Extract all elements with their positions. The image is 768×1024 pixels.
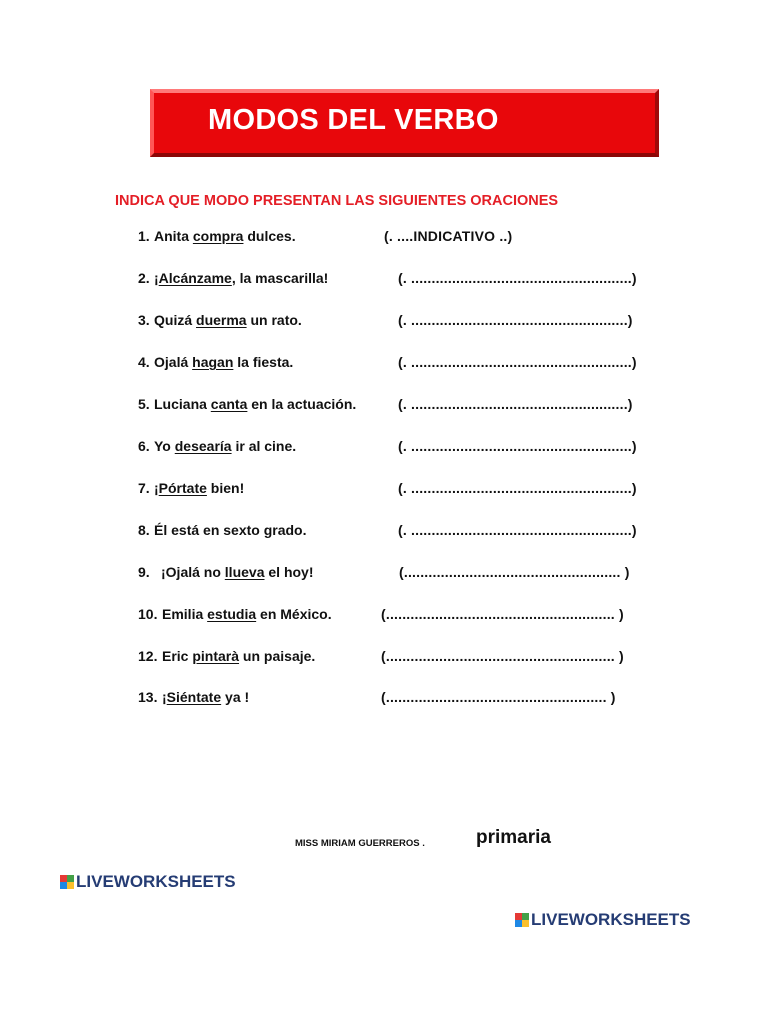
- sentence: [162, 689, 249, 705]
- list-item: [0, 354, 768, 376]
- instruction-text: INDICA QUE MODO PRESENTAN LAS SIGUIENTES ORACIONES: [115, 193, 559, 209]
- sentence: [154, 354, 293, 370]
- list-item: [0, 648, 768, 670]
- liveworksheets-logo-icon: [60, 875, 74, 889]
- sentence: [162, 648, 315, 664]
- sentence-text: en México.: [256, 606, 332, 622]
- sentence-text: Ojalá: [154, 354, 193, 370]
- list-item: [0, 312, 768, 334]
- sentence-text: ir al cine.: [231, 438, 297, 454]
- title-banner: [150, 89, 659, 157]
- answer-blank[interactable]: (..................................................... ): [399, 564, 630, 580]
- logo-text: LIVEWORKSHEETS: [531, 910, 691, 929]
- underlined-verb: Pórtate: [158, 480, 207, 496]
- underlined-verb: estudia: [207, 606, 257, 622]
- sentence-text: un paisaje.: [239, 648, 316, 664]
- sentence-text: Emilia: [162, 606, 208, 622]
- page-title: MODOS DEL VERBO: [208, 104, 499, 136]
- item-number: 13.: [138, 689, 158, 705]
- sentence: [154, 396, 356, 412]
- list-item: [0, 689, 768, 711]
- underlined-verb: hagan: [192, 354, 234, 370]
- answer-blank[interactable]: (........................................................ ): [381, 606, 624, 622]
- underlined-verb: pintarà: [192, 648, 240, 664]
- answer-blank[interactable]: (. .....................................................): [398, 312, 633, 328]
- list-item: [0, 564, 768, 586]
- item-number: 7.: [138, 480, 150, 496]
- sentence: [154, 228, 296, 244]
- answer-blank[interactable]: (. ......................................................): [398, 354, 637, 370]
- sentence-text: Quizá: [154, 312, 197, 328]
- sentence: [154, 480, 244, 496]
- item-number: 1.: [138, 228, 150, 244]
- author-signature: MISS MIRIAM GUERREROS .: [295, 838, 425, 849]
- list-item: [0, 606, 768, 628]
- answer-blank[interactable]: (. ......................................................): [398, 438, 637, 454]
- item-number: 5.: [138, 396, 150, 412]
- answer-blank[interactable]: (........................................................ ): [381, 648, 624, 664]
- sentence: [161, 564, 314, 580]
- item-number: 12.: [138, 648, 158, 664]
- list-item: [0, 396, 768, 418]
- answer-blank[interactable]: (. ......................................................): [398, 480, 637, 496]
- answer-blank[interactable]: (. ......................................................): [398, 522, 637, 538]
- underlined-verb: llueva: [224, 564, 265, 580]
- underlined-verb: duerma: [196, 312, 247, 328]
- sentence: [154, 522, 307, 538]
- grade-level: primaria: [476, 827, 551, 848]
- sentence-text: ¡Ojalá no: [161, 564, 225, 580]
- sentence-text: ya !: [221, 689, 250, 705]
- sentence-text: Yo: [154, 438, 175, 454]
- list-item: [0, 522, 768, 544]
- liveworksheets-logo-icon: [515, 913, 529, 927]
- list-item: [0, 438, 768, 460]
- item-number: 9.: [138, 564, 150, 580]
- sentence-text: ¡: [154, 480, 159, 496]
- item-number: 6.: [138, 438, 150, 454]
- sentence: [162, 606, 332, 622]
- underlined-verb: Siéntate: [166, 689, 222, 705]
- sentence-text: la fiesta.: [233, 354, 294, 370]
- item-number: 2.: [138, 270, 150, 286]
- item-number: 8.: [138, 522, 150, 538]
- underlined-verb: compra: [192, 228, 244, 244]
- liveworksheets-logo: [60, 872, 236, 892]
- list-item: [0, 270, 768, 292]
- list-item: [0, 228, 768, 250]
- underlined-verb: Alcánzame: [158, 270, 232, 286]
- sentence-text: el hoy!: [264, 564, 314, 580]
- underlined-verb: canta: [210, 396, 248, 412]
- answer-blank[interactable]: (. .....................................................): [398, 396, 633, 412]
- underlined-verb: desearía: [174, 438, 232, 454]
- liveworksheets-logo: [515, 910, 691, 930]
- sentence-text: Anita: [154, 228, 193, 244]
- item-number: 4.: [138, 354, 150, 370]
- sentence-text: dulces.: [243, 228, 296, 244]
- sentence-text: , la mascarilla!: [231, 270, 329, 286]
- sentence-text: Eric: [162, 648, 193, 664]
- answer-blank[interactable]: (. ......................................................): [398, 270, 637, 286]
- item-number: 10.: [138, 606, 158, 622]
- item-number: 3.: [138, 312, 150, 328]
- sentence-text: ¡: [162, 689, 167, 705]
- sentence-text: en la actuación.: [247, 396, 357, 412]
- list-item: [0, 480, 768, 502]
- sentence: [154, 270, 328, 286]
- answer-blank[interactable]: (...................................................... ): [381, 689, 616, 705]
- answer-blank[interactable]: (. ....INDICATIVO ..): [384, 228, 513, 244]
- sentence-text: Él está en sexto grado.: [154, 522, 307, 538]
- sentence-text: ¡: [154, 270, 159, 286]
- logo-text: LIVEWORKSHEETS: [76, 872, 236, 891]
- sentence-text: Luciana: [154, 396, 211, 412]
- sentence-text: bien!: [206, 480, 245, 496]
- sentence: [154, 438, 296, 454]
- sentence: [154, 312, 302, 328]
- sentence-text: un rato.: [246, 312, 302, 328]
